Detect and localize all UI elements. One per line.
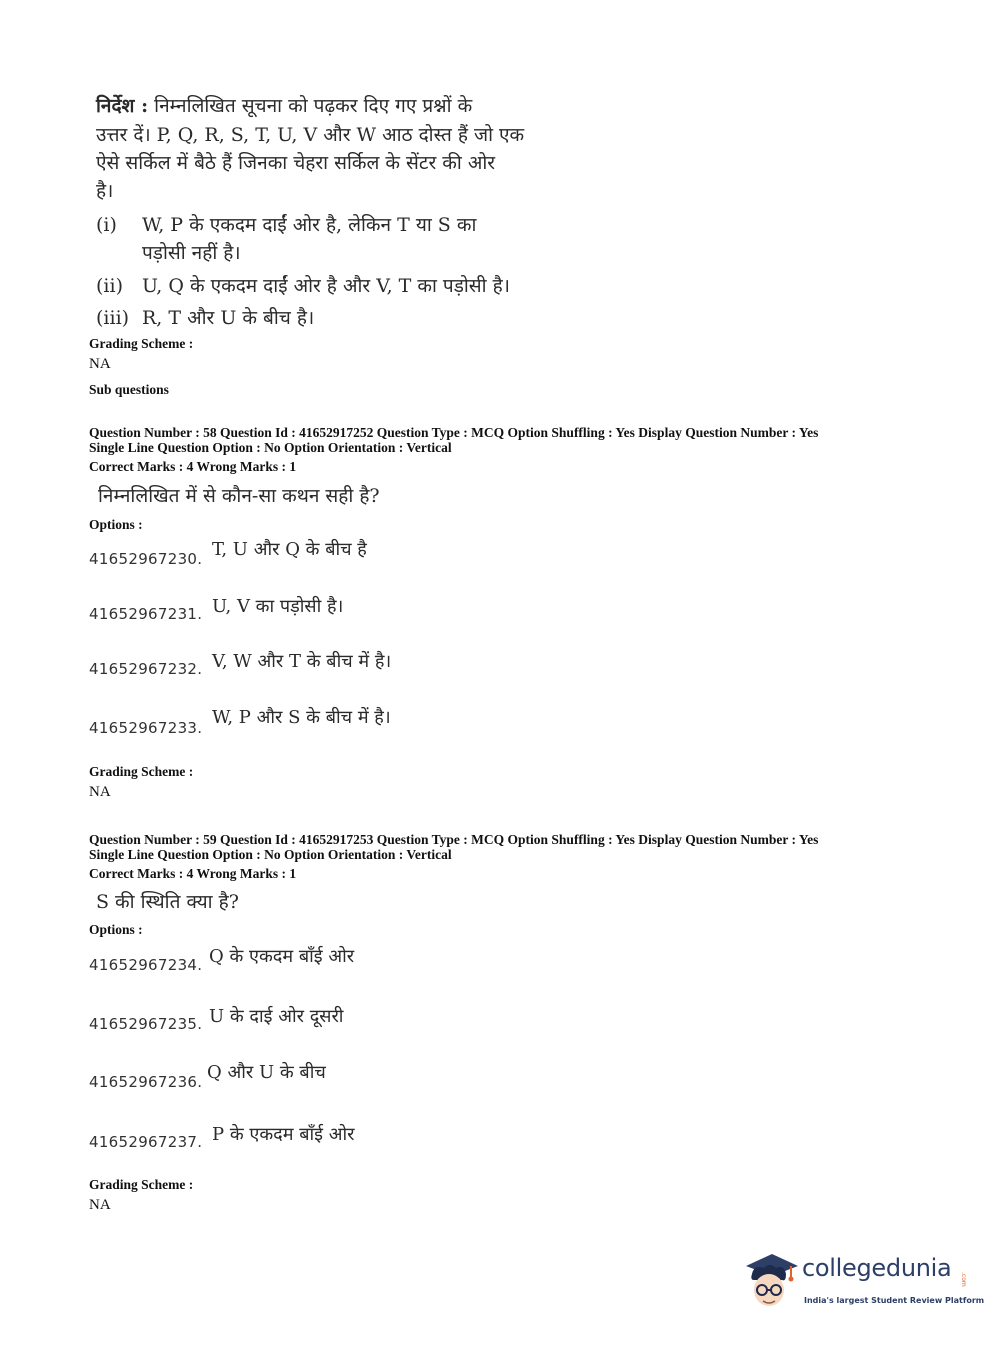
instruction-point-3: (iii) R, T और U के बीच है। <box>96 307 315 329</box>
logo-tagline: India's largest Student Review Platform <box>804 1296 985 1305</box>
instruction-line-2: उत्तर दें। P, Q, R, S, T, U, V और W आठ दोस्त हैं जो एक <box>96 124 525 146</box>
option-text[interactable]: Q और U के बीच <box>207 1062 326 1083</box>
collegedunia-logo[interactable] <box>742 1250 985 1312</box>
option-id: 41652967235. <box>89 1015 203 1033</box>
option-id: 41652967231. <box>89 605 203 623</box>
option-text[interactable]: U, V का पड़ोसी है। <box>212 596 344 617</box>
option-id: 41652967234. <box>89 956 203 974</box>
option-id: 41652967233. <box>89 719 203 737</box>
instruction-line-1: निर्देश : निम्नलिखित सूचना को पढ़कर दिए गए प्रश्नों के <box>96 95 473 117</box>
option-id: 41652967236. <box>89 1073 203 1091</box>
question-59-meta-line-2: Single Line Question Option : No Option Orientation : Vertical <box>89 847 452 862</box>
grading-label: Grading Scheme : <box>89 336 194 351</box>
grading-value: NA <box>89 356 111 372</box>
question-59-marks: Correct Marks : 4 Wrong Marks : 1 <box>89 866 297 881</box>
instruction-point-2: (ii) U, Q के एकदम दाईं ओर है और V, T का पड़ोसी है। <box>96 275 510 297</box>
option-text[interactable]: P के एकदम बाँई ओर <box>212 1124 355 1145</box>
logo-domain-suffix: .com <box>960 1272 967 1287</box>
point-number: (ii) <box>96 275 123 297</box>
option-text[interactable]: Q के एकदम बाँई ओर <box>209 946 355 967</box>
option-text[interactable]: W, P और S के बीच में है। <box>212 707 391 728</box>
point-number: (i) <box>96 214 117 236</box>
option-text[interactable]: V, W और T के बीच में है। <box>212 651 392 672</box>
option-text[interactable]: U के दाई ओर दूसरी <box>209 1006 344 1027</box>
sub-questions-label: Sub questions <box>89 382 169 397</box>
question-58-grading-value: NA <box>89 784 111 800</box>
question-58-grading-label: Grading Scheme : <box>89 764 194 779</box>
instruction-heading: निर्देश : <box>96 95 149 117</box>
question-58-text: निम्नलिखित में से कौन-सा कथन सही है? <box>98 485 380 507</box>
instruction-point-1: (i) W, P के एकदम दाईं ओर है, लेकिन T या S का <box>96 214 477 236</box>
student-mascot-icon <box>742 1250 800 1312</box>
question-58-meta-line-2: Single Line Question Option : No Option Orientation : Vertical <box>89 440 452 455</box>
question-58-marks: Correct Marks : 4 Wrong Marks : 1 <box>89 459 297 474</box>
question-59-meta-line-1: Question Number : 59 Question Id : 41652917253 Question Type : MCQ Option Shuffling : Yes Display Question Number : Yes <box>89 832 819 847</box>
instruction-point-1-cont: पड़ोसी नहीं है। <box>142 242 241 264</box>
question-59-grading-label: Grading Scheme : <box>89 1177 194 1192</box>
instruction-line-4: है। <box>96 180 114 202</box>
instruction-line-3: ऐसे सर्किल में बैठे हैं जिनका चेहरा सर्किल के सेंटर की ओर <box>96 152 496 174</box>
option-id: 41652967230. <box>89 550 203 568</box>
question-58-meta-line-1: Question Number : 58 Question Id : 41652917252 Question Type : MCQ Option Shuffling : Yes Display Question Number : Yes <box>89 425 819 440</box>
option-text[interactable]: T, U और Q के बीच है <box>212 539 367 560</box>
logo-wordmark: collegedunia <box>802 1254 952 1282</box>
question-58-options-label: Options : <box>89 517 143 532</box>
question-59-grading-value: NA <box>89 1197 111 1213</box>
option-id: 41652967237. <box>89 1133 203 1151</box>
option-id: 41652967232. <box>89 660 203 678</box>
question-59-options-label: Options : <box>89 922 143 937</box>
question-59-text: S की स्थिति क्या है? <box>96 891 239 913</box>
point-number: (iii) <box>96 307 130 329</box>
